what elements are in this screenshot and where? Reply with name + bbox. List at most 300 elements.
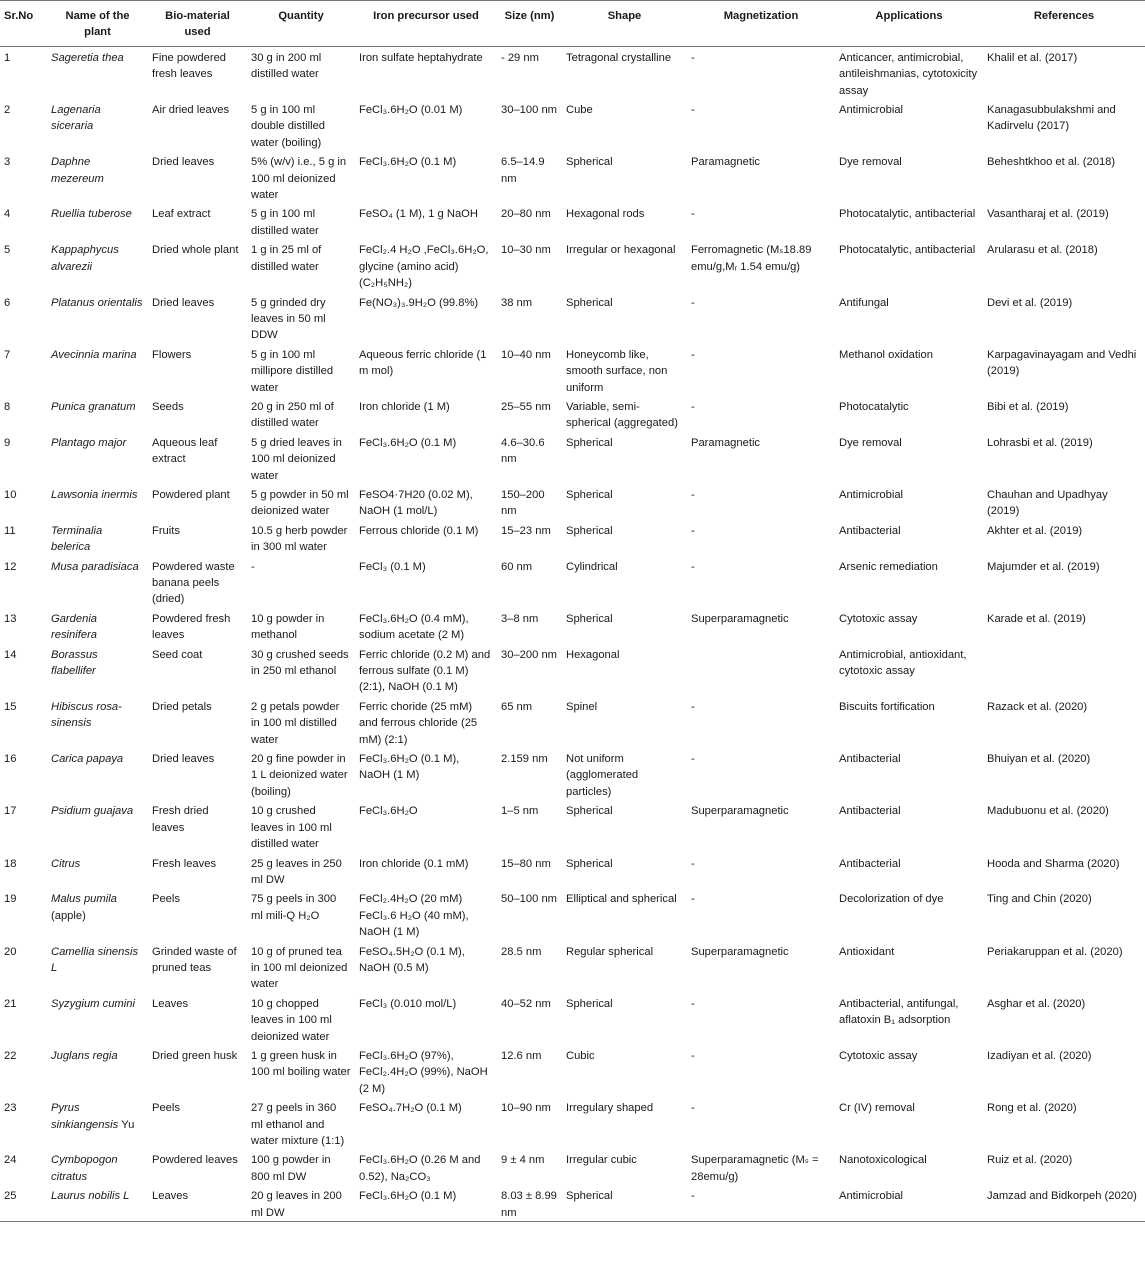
cell-applications: Cytotoxic assay [839,1049,918,1062]
plant-species-name: Terminalia belerica [51,524,103,554]
cell-applications: Antimicrobial [839,488,904,501]
cell-applications: Decolorization of dye [839,893,944,906]
table-row [0,1045,1145,1097]
cell-magnetization: Ferromagnetic (Mₛ18.89 emu/g,Mᵣ 1.54 emu/g) [691,244,812,273]
cell-plant-name [47,1185,148,1221]
cell-bio-material: Seeds [152,400,184,413]
cell-references: Vasantharaj et al. (2019) [987,208,1109,221]
cell-bio-material: Flowers [152,348,192,361]
cell-applications: Antibacterial [839,857,901,870]
cell-references: Kanagasubbulakshmi and Kadirvelu (2017) [987,104,1116,133]
plant-species-name: Lawsonia inermis [51,488,138,501]
cell-size: 12.6 nm [501,1049,542,1062]
cell-references: Asghar et al. (2020) [987,997,1086,1010]
cell-bio-material: Aqueous leaf extract [152,436,218,466]
table-row [0,432,1145,484]
cell-size: 28.5 nm [501,945,542,958]
cell-magnetization: Superparamagnetic [691,805,789,818]
cell-applications: Antibacterial [839,524,901,537]
plant-species-name: Laurus nobilis L [51,1190,130,1203]
cell-applications: Biscuits fortification [839,700,935,713]
cell-magnetization: - [691,1049,695,1062]
cell-bio-material: Air dried leaves [152,104,230,117]
cell-iron-precursor: FeSO4·7H20 (0.02 M), NaOH (1 mol/L) [359,488,473,518]
cell-magnetization: - [691,1102,695,1115]
cell-plant-name [47,644,148,696]
cell-applications: Cytotoxic assay [839,612,918,625]
cell-quantity: 27 g peels in 360 ml ethanol and water mixture (1:1) [251,1102,345,1147]
cell-references [983,644,1145,696]
cell-references: Arularasu et al. (2018) [987,244,1098,257]
cell-iron-precursor: FeCl₂.4 H₂O ,FeCl₃.6H₂O, glycine (amino acid) (C₂H₅NH₂) [359,244,489,290]
cell-references: Ting and Chin (2020) [987,893,1092,906]
cell-references: Majumder et al. (2019) [987,560,1100,573]
table-row [0,556,1145,608]
cell-iron-precursor: FeCl₃ (0.010 mol/L) [359,997,457,1010]
table-row [0,800,1145,852]
cell-bio-material: Fruits [152,524,180,537]
plant-species-name: Citrus [51,857,81,870]
plant-note: (apple) [51,909,86,922]
cell-quantity: 100 g powder in 800 ml DW [251,1154,331,1183]
cell-shape: Spherical [566,296,613,309]
cell-plant-name [47,993,148,1045]
cell-magnetization: - [691,700,695,713]
cell-shape: Spherical [566,612,613,625]
cell-size: 4.6–30.6 nm [501,436,545,466]
cell-references: Ruiz et al. (2020) [987,1154,1073,1167]
cell-quantity: 10 g chopped leaves in 100 ml deionized water [251,997,332,1043]
cell-sr-no: 2 [4,104,11,117]
cell-references: Devi et al. (2019) [987,296,1073,309]
cell-shape: Cube [566,104,593,117]
cell-references: Karade et al. (2019) [987,612,1086,625]
plant-species-name: Borassus flabellifer [51,648,98,678]
table-row [0,203,1145,239]
cell-bio-material: Dried petals [152,700,212,713]
cell-applications: Dye removal [839,436,902,449]
cell-size: 30–100 nm [501,104,557,117]
cell-references: Bhuiyan et al. (2020) [987,753,1091,766]
cell-shape: Spherical [566,857,613,870]
table-row [0,46,1145,99]
cell-sr-no: 13 [4,612,17,625]
cell-magnetization: - [691,857,695,870]
cell-plant-name [47,396,148,432]
cell-magnetization: - [691,893,695,906]
cell-size: 20–80 nm [501,208,551,221]
cell-references: Karpagavinayagam and Vedhi (2019) [987,348,1137,378]
cell-applications: Antibacterial, antifungal, aflatoxin B₁ adsorption [839,997,959,1027]
cell-sr-no: 19 [4,893,17,906]
cell-magnetization: - [691,560,695,573]
cell-size: 25–55 nm [501,400,551,413]
cell-quantity: 20 g fine powder in 1 L deionized water (boiling) [251,753,348,798]
cell-applications: Antimicrobial, antioxidant, cytotoxic assay [839,648,967,678]
cell-magnetization: Superparamagnetic (Mₛ = 28emu/g) [691,1154,819,1183]
cell-plant-name [47,1097,148,1149]
cell-shape: Spinel [566,700,598,713]
cell-quantity: 5 g in 100 ml double distilled water (boiling) [251,104,326,149]
cell-bio-material: Seed coat [152,648,203,661]
plant-species-name: Syzygium cumini [51,997,135,1010]
cell-sr-no: 21 [4,997,17,1010]
plant-species-name: Malus pumila [51,893,117,906]
plant-species-name: Sageretia thea [51,51,124,64]
header-magnetization: Magnetization [687,1,835,47]
cell-shape: Not uniform (agglomerated particles) [566,753,639,798]
cell-size: 3–8 nm [501,612,539,625]
cell-sr-no: 1 [4,51,11,64]
cell-iron-precursor: FeCl₃.6H₂O (97%), FeCl₂.4H₂O (99%), NaOH (2 M) [359,1049,488,1095]
table-row [0,1149,1145,1185]
cell-plant-name [47,151,148,203]
cell-shape: Cylindrical [566,560,618,573]
cell-iron-precursor: FeCl₃.6H₂O (0.1 M) [359,436,457,449]
cell-plant-name [47,46,148,99]
cell-iron-precursor: FeCl₃.6H₂O (0.1 M) [359,156,457,169]
cell-iron-precursor: Iron sulfate heptahydrate [359,51,483,64]
cell-quantity: - [251,560,255,573]
cell-applications: Antioxidant [839,945,895,958]
cell-iron-precursor: FeSO₄ (1 M), 1 g NaOH [359,208,478,221]
plant-species-name: Ruellia tuberose [51,208,132,221]
cell-plant-name [47,99,148,151]
cell-bio-material: Powdered waste banana peels (dried) [152,560,235,606]
cell-shape: Variable, semi-spherical (aggregated) [566,400,678,430]
cell-size: 15–80 nm [501,857,551,870]
plant-note: Yu [121,1118,135,1131]
cell-quantity: 20 g leaves in 200 ml DW [247,1185,355,1221]
cell-quantity: 5 g grinded dry leaves in 50 ml DDW [251,296,326,342]
table-row [0,853,1145,889]
cell-bio-material: Fresh dried leaves [152,805,209,834]
cell-size: 50–100 nm [501,893,557,906]
table-row [0,484,1145,520]
header-row [0,1,1145,47]
cell-bio-material: Leaves [148,1185,247,1221]
header-shape: Shape [562,1,687,47]
plant-species-name: Juglans regia [51,1049,118,1062]
cell-bio-material: Powdered leaves [152,1154,238,1167]
header-quantity: Quantity [247,1,355,47]
cell-magnetization: - [691,296,695,309]
cell-size: 40–52 nm [501,997,551,1010]
cell-shape: Spherical [562,1185,687,1221]
cell-sr-no: 20 [4,945,17,958]
cell-bio-material: Dried leaves [152,753,215,766]
cell-magnetization [687,644,835,696]
cell-plant-name [47,203,148,239]
cell-sr-no: 14 [4,648,17,661]
cell-shape: Spherical [566,156,613,169]
plant-species-name: Pyrus sinkiangensis [51,1102,119,1131]
cell-magnetization: Paramagnetic [691,156,761,169]
cell-references: Khalil et al. (2017) [987,51,1078,64]
cell-applications: Nanotoxicological [839,1154,927,1167]
cell-size: 60 nm [501,560,533,573]
table-row [0,1097,1145,1149]
cell-iron-precursor: FeCl₃.6H₂O (0.01 M) [359,104,463,117]
cell-plant-name [47,853,148,889]
cell-shape: Spherical [566,997,613,1010]
cell-size: 10–30 nm [501,244,551,257]
cell-magnetization: - [691,208,695,221]
cell-magnetization: Superparamagnetic [691,612,789,625]
cell-plant-name [47,239,148,291]
cell-iron-precursor: Iron chloride (0.1 mM) [359,857,469,870]
cell-iron-precursor: Aqueous ferric chloride (1 m mol) [359,348,487,378]
plant-species-name: Cymbopogon citratus [51,1154,118,1183]
cell-references: Madubuonu et al. (2020) [987,805,1109,818]
cell-sr-no: 11 [4,524,16,537]
cell-shape: Honeycomb like, smooth surface, non uniform [566,348,668,394]
cell-sr-no: 3 [4,156,11,169]
table-row [0,941,1145,993]
plant-species-name: Camellia sinensis L [51,945,139,974]
cell-quantity: 10 g crushed leaves in 100 ml distilled water [251,805,332,851]
cell-quantity: 5% (w/v) i.e., 5 g in 100 ml deionized water [251,156,347,202]
cell-size: 30–200 nm [501,648,557,661]
cell-magnetization: Paramagnetic [691,436,761,449]
cell-magnetization: - [691,488,695,501]
cell-magnetization: - [691,400,695,413]
cell-magnetization: - [691,104,695,117]
cell-iron-precursor: Fe(NO₃)₃.9H₂O (99.8%) [359,296,479,309]
table-row [0,608,1145,644]
cell-size: - 29 nm [501,51,539,64]
cell-references: Akhter et al. (2019) [987,524,1083,537]
cell-applications: Photocatalytic, antibacterial [839,244,976,257]
cell-iron-precursor: FeCl₃.6H₂O [359,805,418,818]
plant-species-name: Hibiscus rosa-sinensis [51,700,122,730]
cell-plant-name [47,800,148,852]
cell-quantity: 1 g green husk in 100 ml boiling water [251,1049,351,1079]
cell-size: 6.5–14.9 nm [501,156,545,185]
cell-references: Periakaruppan et al. (2020) [987,945,1123,958]
table-row [0,644,1145,696]
plant-species-name: Plantago major [51,436,127,449]
cell-iron-precursor: FeCl₂.4H₂O (20 mM) FeCl₃.6 H₂O (40 mM), NaOH (1 M) [359,893,469,939]
cell-references: Rong et al. (2020) [987,1102,1077,1115]
cell-quantity: 30 g in 200 ml distilled water [251,51,322,81]
plant-species-name: Daphne mezereum [51,156,104,185]
header-size: Size (nm) [497,1,562,47]
table-row [0,993,1145,1045]
cell-magnetization: - [691,51,695,64]
cell-sr-no: 7 [4,348,11,361]
table-row [0,396,1145,432]
table-body [0,46,1145,1221]
plant-species-name: Gardenia resinifera [51,612,98,642]
cell-bio-material: Fresh leaves [152,857,217,870]
cell-plant-name [47,432,148,484]
cell-magnetization: - [691,753,695,766]
cell-size: 65 nm [501,700,533,713]
cell-applications: Antibacterial [839,753,901,766]
cell-bio-material: Peels [152,893,180,906]
cell-plant-name [47,1149,148,1185]
cell-plant-name [47,608,148,644]
cell-iron-precursor: FeCl₃.6H₂O (0.26 M and 0.52), Na₂CO₃ [359,1154,481,1183]
cell-shape: Elliptical and spherical [566,893,677,906]
cell-quantity: 5 g powder in 50 ml deionized water [251,488,349,518]
cell-iron-precursor: Iron chloride (1 M) [359,400,450,413]
cell-size: 15–23 nm [501,524,551,537]
cell-size: 1–5 nm [501,805,539,818]
cell-iron-precursor: FeSO₄.5H₂O (0.1 M), NaOH (0.5 M) [359,945,465,974]
cell-applications: Photocatalytic, antibacterial [839,208,976,221]
cell-shape: Spherical [566,436,613,449]
cell-iron-precursor: FeCl₃.6H₂O (0.1 M) [355,1185,497,1221]
cell-bio-material: Grinded waste of pruned teas [152,945,237,974]
cell-size: 8.03 ± 8.99 nm [497,1185,562,1221]
cell-magnetization: - [691,997,695,1010]
cell-references: Hooda and Sharma (2020) [987,857,1120,870]
cell-shape: Irregular or hexagonal [566,244,676,257]
cell-size: 9 ± 4 nm [501,1154,545,1167]
cell-sr-no: 18 [4,857,17,870]
cell-size: 150–200 nm [501,488,545,518]
cell-plant-name [47,1045,148,1097]
cell-quantity: 2 g petals powder in 100 ml distilled water [251,700,340,746]
plant-species-name: Punica granatum [51,400,136,413]
cell-bio-material: Powdered plant [152,488,230,501]
plant-species-name: Musa paradisiaca [51,560,139,573]
cell-references: Bibi et al. (2019) [987,400,1069,413]
cell-plant-name [47,520,148,556]
cell-plant-name [47,484,148,520]
header-references: References [983,1,1145,47]
cell-bio-material: Leaves [152,997,189,1010]
cell-plant-name [47,888,148,940]
cell-magnetization: Superparamagnetic [691,945,789,958]
cell-sr-no: 10 [4,488,17,501]
cell-applications: Cr (IV) removal [839,1102,915,1115]
table-row [0,1185,1145,1221]
cell-bio-material: Dried green husk [152,1049,238,1062]
cell-quantity: 5 g in 100 ml distilled water [251,208,319,237]
table-row [0,239,1145,291]
cell-iron-precursor: Ferric chloride (0.2 M) and ferrous sulfate (0.1 M) (2:1), NaOH (0.1 M) [359,648,491,694]
cell-references: Izadiyan et al. (2020) [987,1049,1092,1062]
cell-size: 2.159 nm [501,753,548,766]
cell-applications: Antibacterial [839,805,901,818]
cell-sr-no: 9 [4,436,11,449]
cell-size: 10–90 nm [501,1102,551,1115]
cell-applications: Dye removal [839,156,902,169]
cell-applications: Arsenic remediation [839,560,938,573]
cell-quantity: 25 g leaves in 250 ml DW [251,857,342,886]
header-iron-precursor: Iron precursor used [355,1,497,47]
cell-shape: Irregular cubic [566,1154,637,1167]
cell-references: Beheshtkhoo et al. (2018) [987,156,1116,169]
cell-size: 38 nm [501,296,533,309]
cell-quantity: 30 g crushed seeds in 250 ml ethanol [251,648,349,678]
cell-bio-material: Dried leaves [152,156,215,169]
plant-species-name: Psidium guajava [51,805,134,818]
cell-sr-no: 8 [4,400,11,413]
table-row [0,888,1145,940]
cell-quantity: 5 g dried leaves in 100 ml deionized water [251,436,342,482]
cell-sr-no: 25 [0,1185,47,1221]
cell-shape: Spherical [566,524,613,537]
cell-plant-name [47,344,148,396]
cell-sr-no: 23 [4,1102,17,1115]
table-row [0,696,1145,748]
header-plant-name: Name of the plant [47,1,148,47]
cell-iron-precursor: FeCl₃.6H₂O (0.1 M), NaOH (1 M) [359,753,460,782]
cell-applications: Antifungal [839,296,889,309]
cell-plant-name [47,941,148,993]
cell-size: 10–40 nm [501,348,551,361]
cell-shape: Hexagonal [566,648,620,661]
cell-shape: Regular spherical [566,945,654,958]
plant-species-name: Lagenaria siceraria [51,104,101,133]
cell-applications: Methanol oxidation [839,348,933,361]
cell-applications: Antimicrobial [835,1185,983,1221]
cell-iron-precursor: Ferrous chloride (0.1 M) [359,524,479,537]
cell-shape: Spherical [566,488,613,501]
cell-references: Lohrasbi et al. (2019) [987,436,1093,449]
cell-iron-precursor: FeCl₃.6H₂O (0.4 mM), sodium acetate (2 M) [359,612,469,642]
cell-references: Razack et al. (2020) [987,700,1088,713]
cell-magnetization: - [691,348,695,361]
table-row [0,344,1145,396]
cell-sr-no: 5 [4,244,11,257]
cell-plant-name [47,696,148,748]
cell-bio-material: Fine powdered fresh leaves [152,51,227,81]
cell-quantity: 10.5 g herb powder in 300 ml water [251,524,348,554]
cell-iron-precursor: FeSO₄.7H₂O (0.1 M) [359,1102,462,1115]
cell-quantity: 20 g in 250 ml of distilled water [251,400,334,430]
cell-quantity: 10 g of pruned tea in 100 ml deionized water [251,945,348,991]
table-row [0,99,1145,151]
cell-applications: Anticancer, antimicrobial, antileishmanias, cytotoxicity assay [839,51,978,97]
cell-sr-no: 12 [4,560,17,573]
plant-species-name: Kappaphycus alvarezii [51,244,119,273]
cell-shape: Hexagonal rods [566,208,645,221]
cell-bio-material: Powdered fresh leaves [152,612,231,642]
cell-quantity: 75 g peels in 300 ml mili-Q H₂O [251,893,337,922]
table-row [0,520,1145,556]
cell-bio-material: Peels [152,1102,180,1115]
table-row [0,151,1145,203]
cell-plant-name [47,556,148,608]
cell-magnetization: - [691,524,695,537]
cell-iron-precursor: FeCl₃ (0.1 M) [359,560,426,573]
cell-applications: Photocatalytic [839,400,909,413]
cell-bio-material: Dried leaves [152,296,215,309]
cell-bio-material: Dried whole plant [152,244,239,257]
table-row [0,748,1145,800]
cell-sr-no: 22 [4,1049,17,1062]
cell-shape: Spherical [566,805,613,818]
cell-plant-name [47,748,148,800]
cell-sr-no: 24 [4,1154,17,1167]
cell-shape: Tetragonal crystalline [566,51,672,64]
plant-species-name: Platanus orientalis [51,296,143,309]
cell-iron-precursor: Ferric choride (25 mM) and ferrous chloride (25 mM) (2:1) [359,700,478,746]
cell-quantity: 10 g powder in methanol [251,612,325,642]
cell-references: Jamzad and Bidkorpeh (2020) [983,1185,1145,1221]
plant-species-name: Carica papaya [51,753,124,766]
header-bio-material: Bio-material used [148,1,247,47]
cell-sr-no: 4 [4,208,11,221]
cell-shape: Irregulary shaped [566,1102,654,1115]
cell-quantity: 1 g in 25 ml of distilled water [251,244,322,273]
table-row [0,292,1145,344]
